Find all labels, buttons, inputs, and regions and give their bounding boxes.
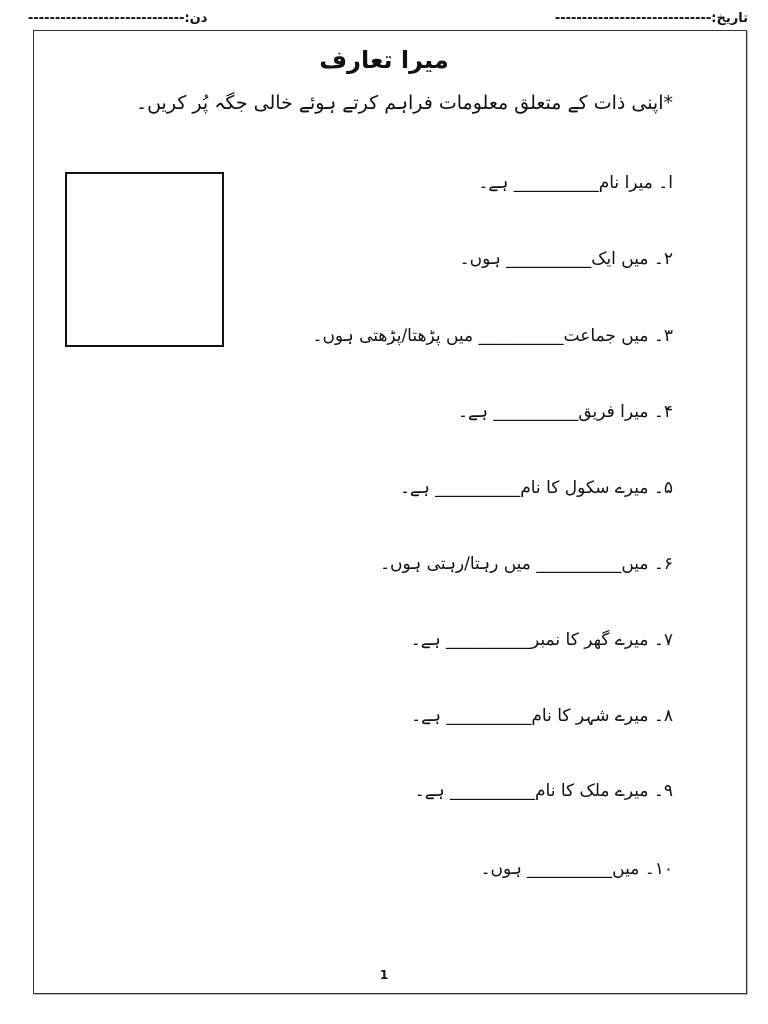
question-8: ۸۔ میرے شہر کا نام__________ ہے۔ <box>411 706 673 726</box>
page-title: میرا تعارف <box>319 46 449 74</box>
question-5: ۵۔ میرے سکول کا نام__________ ہے۔ <box>399 478 673 498</box>
instruction-text: *اپنی ذات کے متعلق معلومات فراہم کرتے ہوئے خالی جگہ پُر کریں۔ <box>135 92 673 114</box>
question-3: ۳۔ میں جماعت__________ میں پڑھتا/پڑھتی ہوں۔ <box>312 326 673 346</box>
question-7: ۷۔ میرے گھر کا نمبر__________ ہے۔ <box>410 630 673 650</box>
question-4: ۴۔ میرا فریق__________ ہے۔ <box>458 402 673 422</box>
question-1: ا۔ میرا نام__________ ہے۔ <box>478 173 673 193</box>
question-9: ۹۔ میرے ملک کا نام__________ ہے۔ <box>414 781 673 801</box>
photo-box <box>65 172 224 347</box>
page-number: 1 <box>379 968 389 982</box>
question-2: ۲۔ میں ایک__________ ہوں۔ <box>459 249 673 269</box>
date-field: تاریخ:----------------------------- <box>554 11 748 26</box>
day-field: دن:----------------------------- <box>28 11 208 26</box>
question-6: ۶۔ میں__________ میں رہتا/رہتی ہوں۔ <box>380 554 673 574</box>
question-10: ۱۰۔ میں__________ ہوں۔ <box>480 859 673 879</box>
